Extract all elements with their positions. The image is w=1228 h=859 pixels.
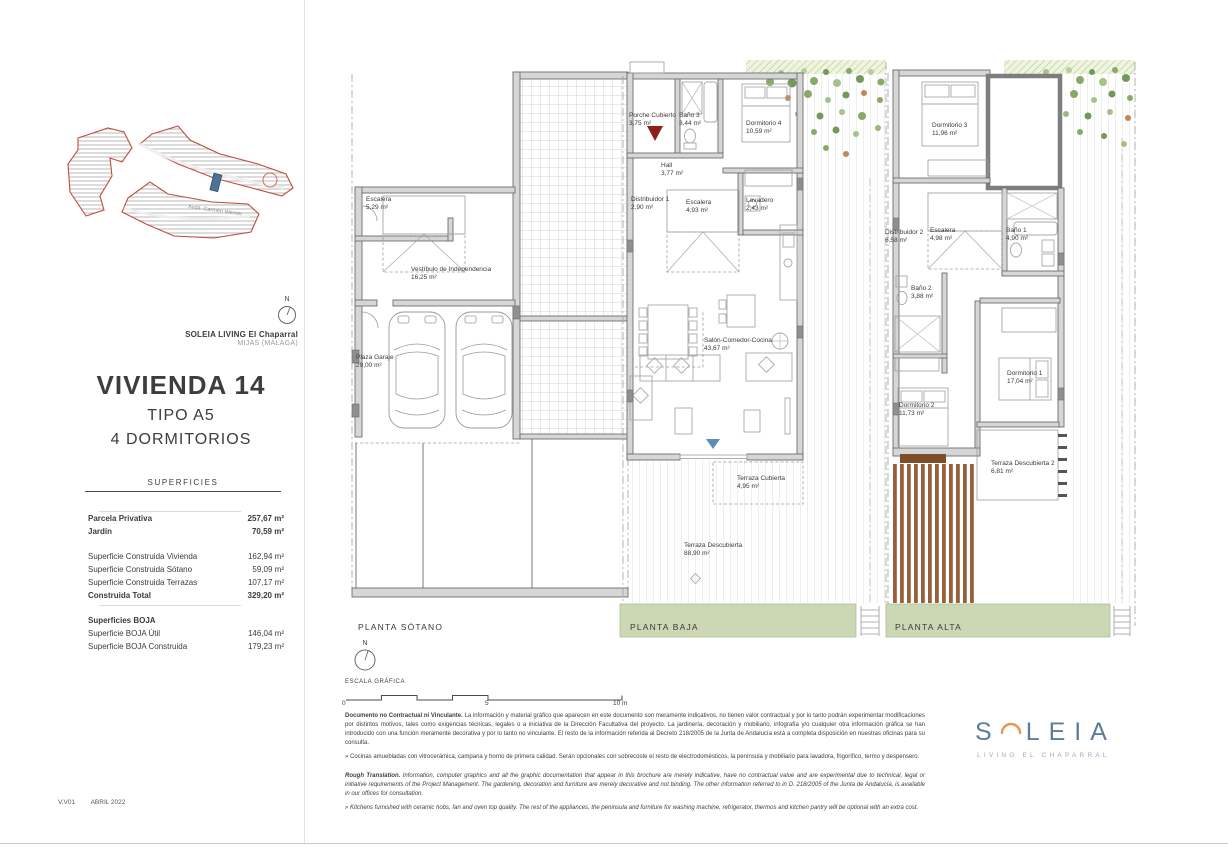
table-row [88, 550, 284, 563]
table-row [88, 640, 284, 653]
coffee-table-icon [675, 408, 692, 434]
table-row [88, 512, 284, 525]
room-label-bano2: Baño 2 3,88 m² [911, 285, 934, 300]
plan-title-alta: PLANTA ALTA [895, 622, 963, 632]
table-row [88, 627, 284, 640]
room-label-dorm4: Dormitorio 4 10,59 m² [746, 120, 782, 135]
legal-en-note: » Kitchens furnished with ceramic hobs, fan and oven top quality. The rest of the appliances, the peninsula and furniture for washing machine, refrigerator, thermos and kitchen pantry will be optional with an extra cost. [345, 805, 919, 811]
car-icon [456, 312, 512, 428]
kitchen-island [719, 295, 755, 327]
sofa-icon [630, 353, 792, 420]
garden-hatch [746, 60, 886, 74]
row-label: Jardín [88, 527, 113, 536]
unit-type: TIPO A5 [147, 407, 215, 424]
plan-title-baja: PLANTA BAJA [630, 622, 699, 632]
room-label-dorm3: Dormitorio 3 11,96 m² [932, 122, 968, 137]
kitchen-counter [780, 225, 797, 300]
orientation-arrow-icon [706, 439, 720, 449]
surfaces-table [88, 512, 284, 653]
room-label-escalera-baja: Escalera 4,93 m² [686, 199, 712, 214]
garden-strip [620, 604, 856, 637]
logo-wordmark [975, 718, 1116, 747]
entrance-arrow-icon [647, 126, 663, 141]
row-value: 329,20 m² [247, 591, 284, 600]
window-hatch [1058, 388, 1064, 400]
terrace-steps-icon [1058, 434, 1067, 497]
logo-letter-s: S [975, 718, 1001, 746]
car-icon [389, 312, 445, 428]
page-title: VIVIENDA 14 [96, 370, 266, 400]
row-label: Superficie Construida Terrazas [88, 578, 198, 587]
legal-es-note: » Cocinas amuebladas con vitrocerámica, campana y horno de primera calidad. Serán opcionales con sobrecoste el resto de electrodomésticos, la península y mobiliario para lavadora, frigorífico, termo y despensero. [345, 754, 920, 760]
north-compass-sotano [352, 640, 378, 677]
table-row [88, 576, 284, 589]
row-label: Superficie Construida Sótano [88, 565, 193, 574]
room-label-distribuidor1: Distribuidor 1 2,90 m² [631, 196, 670, 211]
room-label-terraza-descubierta-2: Terraza Descubierta 2 6,81 m² [991, 460, 1055, 475]
table-row [88, 614, 284, 627]
room-label-bano3: Baño 3 3,44 m² [679, 112, 702, 127]
row-label: Superficie Construida Vivienda [88, 552, 198, 561]
project-name: SOLEIA LIVING El Chaparral [185, 330, 298, 339]
door-arc [362, 312, 378, 328]
garden-steps-icon [861, 606, 879, 636]
dining-table-icon [639, 305, 697, 359]
row-label: Superficies BOJA [88, 616, 156, 625]
row-value: 146,04 m² [247, 629, 284, 638]
room-label-vestibulo: Vestíbulo de Independencia 16,25 m² [411, 266, 492, 281]
wardrobe-icon [1002, 308, 1056, 332]
north-letter: N [362, 640, 368, 647]
room-label-dorm1: Dormitorio 1 17,04 m² [1007, 370, 1043, 385]
room-label-terraza-cubierta: Terraza Cubierta 4,95 m² [737, 475, 786, 490]
surfaces-header-wrap [85, 478, 281, 492]
room-label-bano1: Baño 1 4,90 m² [1006, 227, 1029, 242]
scale-caption: ESCALA GRÁFICA [345, 679, 406, 685]
row-value: 162,94 m² [247, 552, 284, 561]
window-hatch [352, 404, 359, 417]
window-hatch [627, 240, 633, 252]
round-chair-icon [772, 333, 788, 349]
room-label-salon: Salón-Comedor-Cocina 43,67 m² [704, 337, 772, 352]
surfaces-header: SUPERFICIES [85, 478, 281, 492]
project-location: MIJAS (MÁLAGA) [237, 340, 298, 347]
scale-tick-5: 5 [485, 700, 489, 707]
room-label-lavadero: Lavadero 2,43 m² [746, 197, 774, 212]
scale-tick-10: 10 m [613, 700, 628, 707]
version-date: ABRIL 2022 [90, 799, 126, 806]
divider [0, 843, 1228, 844]
courtyard-grid [520, 79, 628, 439]
row-label: Parcela Privativa [88, 514, 153, 523]
window-hatch [797, 326, 803, 338]
row-value: 70,59 m² [251, 527, 284, 536]
room-label-terraza-descubierta: Terraza Descubierta 88,90 m² [684, 542, 743, 557]
north-compass-sidebar [274, 296, 300, 331]
north-letter: N [284, 296, 290, 303]
logo-letters-leia: LEIA [1025, 718, 1116, 746]
soleia-logo [975, 718, 1116, 759]
room-label-hall: Hall 3,77 m² [661, 162, 684, 177]
version-number: V.V01 [58, 799, 76, 806]
row-value: 257,67 m² [247, 514, 284, 523]
wardrobe-icon [928, 160, 988, 176]
project-name-block [120, 330, 298, 347]
coffee-table-icon [744, 410, 760, 432]
window-hatch [797, 178, 803, 190]
window-hatch [627, 390, 633, 402]
floor-plan-sotano-drawing [343, 60, 635, 608]
closet-icon [895, 358, 939, 371]
table-row [88, 589, 284, 602]
north-compass-icon [353, 648, 377, 672]
legal-en: Rough Translation. Information, computer graphics and all the graphic documentation that appear in this brochure are merely indicative, have no contractual value and are experimental due to technical, legal or initiative requirements of the Project Management. The gardening, decoration and furniture are merely decorative and not binding. The other information referred to in D. 218/2005 of the Junta de Andalucía, is available in our offices for consultation. [345, 773, 925, 797]
divider [304, 0, 305, 843]
driveway-lines [356, 439, 532, 588]
version-stamp [58, 799, 139, 806]
alta-walls [893, 70, 1064, 456]
room-label-porche: Porche Cubierto 3,75 m² [629, 112, 676, 127]
legal-es: Documento no Contractual ni Vinculante. La información y material gráfico que aparecen en este documento son meramente indicativos, no tienen valor contractual y por lo tanto podrán experimentar modificaciones por distintos motivos, tales como exigencias técnicas, legales o a iniciativa de la Dirección Facultativa del proyecto. La jardinería, decoración y mobiliario, infografía y/o cualquier otra información gráfica se han introducido con una función meramente decorativa y por lo tanto no vinculante. El resto de la información referida al Decreto 218/2005 de la Junta de Andalucía está a completa disposición en nuestras oficinas para su consulta. [345, 713, 925, 746]
pergola-icon [893, 454, 974, 603]
stairs-icon [383, 196, 465, 272]
entry-steps [630, 62, 664, 73]
logo-tagline: LIVING EL CHAPARRAL [977, 752, 1110, 759]
garden-steps-icon [1114, 606, 1130, 636]
legal-disclaimer [345, 712, 925, 813]
logo-o-arc-icon [1000, 719, 1022, 735]
room-label-dorm2: Dormitorio 2 11,73 m² [899, 402, 935, 417]
window-hatch [1058, 253, 1064, 265]
row-label: Superficie BOJA Útil [88, 629, 161, 638]
title-block [61, 370, 301, 449]
tv-unit-icon [785, 398, 790, 434]
street-label: Avda. Carmen Werner [187, 204, 243, 218]
room-label-escalera-alta: Escalera 4,98 m² [930, 227, 956, 242]
garden-strip [886, 604, 1110, 637]
room-label-escalera-sotano: Escalera 5,29 m² [366, 196, 392, 211]
row-label: Construida Total [88, 591, 151, 600]
row-label: Superficie BOJA Construida [88, 642, 188, 651]
row-value: 59,09 m² [252, 565, 284, 574]
scale-tick-0: 0 [342, 700, 346, 707]
north-compass-icon [276, 304, 298, 326]
row-value: 107,17 m² [247, 578, 284, 587]
deck-stripes [1069, 74, 1135, 603]
plan-title-sotano: PLANTA SÓTANO [358, 622, 444, 632]
table-row [88, 563, 284, 576]
bedrooms-count: 4 DORMITORIOS [110, 431, 252, 448]
divider [99, 605, 241, 606]
floor-plan-alta-drawing [884, 58, 1140, 642]
room-label-garaje: Plaza Garaje 29,00 m² [356, 354, 394, 369]
site-map [62, 100, 302, 255]
window-hatch [513, 306, 520, 319]
table-row [88, 525, 284, 538]
row-value: 179,23 m² [247, 642, 284, 651]
room-label-distribuidor2: Distribuidor 2 6,58 m² [885, 229, 924, 244]
